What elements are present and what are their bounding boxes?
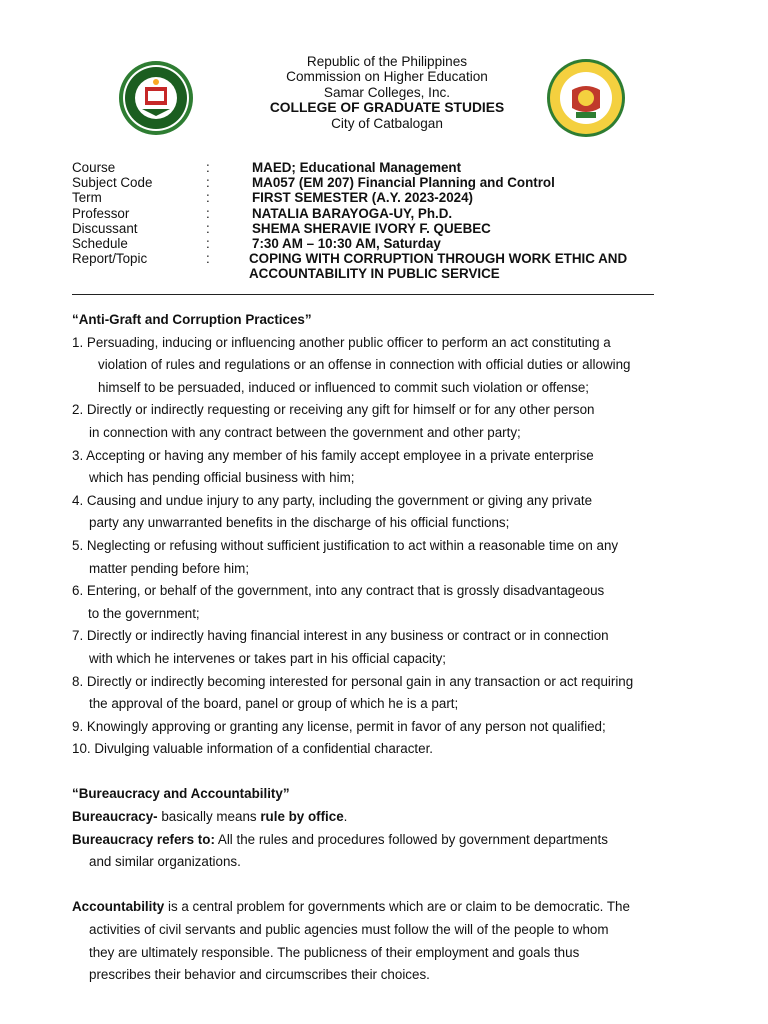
- info-colon: :: [206, 175, 210, 191]
- list-item-first-line: 10. Divulging valuable information of a confidential character.: [72, 741, 434, 757]
- term-accountability: Accountability: [72, 899, 165, 915]
- info-value: FIRST SEMESTER (A.Y. 2023-2024): [252, 190, 474, 206]
- list-item-first-line: 1. Persuading, inducing or influencing another public officer to perform an act constituting a: [72, 334, 611, 350]
- list-item: [72, 490, 712, 535]
- term-bureaucracy: Bureaucracy-: [72, 809, 158, 825]
- list-item: [72, 671, 712, 716]
- info-colon: :: [206, 160, 210, 175]
- info-value: MAED; Educational Management: [252, 160, 462, 175]
- info-label: Term: [72, 190, 102, 206]
- list-item-continuation: with which he intervenes or takes part in his official capacity;: [89, 650, 447, 666]
- topic-line-2: ACCOUNTABILITY IN PUBLIC SERVICE: [249, 266, 500, 282]
- info-colon: :: [206, 220, 210, 236]
- header-college-name: COLLEGE OF GRADUATE STUDIES: [269, 100, 505, 116]
- list-item-first-line: 2. Directly or indirectly requesting or receiving any gift for himself or for any other person: [72, 402, 595, 418]
- list-item-first-line: 8. Directly or indirectly becoming interested for personal gain in any transaction or act requiring: [72, 673, 634, 689]
- paragraph-line: activities of civil servants and public agencies must follow the will of the people to whom: [89, 922, 609, 938]
- list-item-continuation: himself to be persuaded, induced or influenced to commit such violation or offense;: [98, 379, 590, 395]
- list-item-first-line: 5. Neglecting or refusing without sufficient justification to act within a reasonable time on any: [72, 537, 619, 553]
- header-samar-colleges: Samar Colleges, Inc.: [323, 84, 451, 100]
- definition-period: .: [343, 809, 348, 825]
- list-item: [72, 445, 712, 490]
- info-colon: :: [206, 190, 210, 206]
- list-item-continuation: to the government;: [88, 605, 200, 621]
- accountability-paragraph: [72, 896, 712, 986]
- info-value: MA057 (EM 207) Financial Planning and Control: [252, 175, 555, 191]
- definition-text: basically means: [157, 809, 261, 825]
- term-bureaucracy-refers: Bureaucracy refers to:: [72, 831, 215, 847]
- info-label: Professor: [72, 205, 130, 221]
- section-title-bureaucracy: “Bureaucracy and Accountability”: [72, 786, 290, 802]
- list-item: [72, 332, 712, 400]
- info-label: Course: [72, 160, 116, 175]
- info-row-schedule: [72, 236, 682, 251]
- info-label: Discussant: [72, 220, 138, 236]
- paragraph-line: they are ultimately responsible. The publicness of their employment and goals thus: [89, 944, 580, 960]
- blank-line: [72, 874, 712, 897]
- info-label: Subject Code: [72, 175, 153, 191]
- divider-line: [72, 294, 654, 295]
- info-row-term: [72, 190, 682, 205]
- paragraph-text: is a central problem for governments which are or claim to be democratic. The: [164, 899, 630, 915]
- info-row-discussant: [72, 221, 682, 236]
- list-item-first-line: 4. Causing and undue injury to any party, including the government or giving any private: [72, 492, 593, 508]
- info-row-course: [72, 160, 682, 175]
- institution-header: [200, 54, 574, 131]
- list-item: [72, 399, 712, 444]
- list-item: [72, 535, 712, 580]
- info-label: Report/Topic: [72, 251, 148, 267]
- list-item-first-line: 3. Accepting or having any member of his family accept employee in a private enterprise: [72, 447, 594, 463]
- header-city: City of Catbalogan: [331, 115, 443, 131]
- list-item: [72, 716, 712, 739]
- definition-text: All the rules and procedures followed by government departments: [214, 831, 608, 847]
- topic-line-1: COPING WITH CORRUPTION THROUGH WORK ETHIC AND: [249, 251, 628, 267]
- list-item-continuation: in connection with any contract between the government and other party;: [89, 424, 521, 440]
- document-body: [72, 309, 712, 987]
- info-value: 7:30 AM – 10:30 AM, Saturday: [252, 236, 441, 252]
- samar-college-seal-logo: [118, 60, 194, 136]
- info-colon: :: [206, 251, 210, 267]
- list-item-continuation: the approval of the board, panel or group of which he is a part;: [89, 696, 459, 712]
- info-colon: :: [206, 236, 210, 252]
- info-label: Schedule: [72, 236, 128, 252]
- list-item: [72, 738, 712, 761]
- list-item-continuation: which has pending official business with him;: [89, 470, 355, 486]
- info-row-report-topic: [72, 251, 682, 281]
- header-republic: Republic of the Philippines: [306, 54, 468, 69]
- info-row-professor: [72, 206, 682, 221]
- bureaucracy-definition: [72, 806, 712, 829]
- paragraph-line: prescribes their behavior and circumscribes their choices.: [89, 967, 430, 983]
- section-title-anti-graft: “Anti-Graft and Corruption Practices”: [72, 312, 312, 327]
- list-item-first-line: 6. Entering, or behalf of the government, into any contract that is grossly disadvantageous: [72, 583, 605, 599]
- list-item-continuation: violation of rules and regulations or an offense in connection with official duties or allowing: [98, 357, 631, 373]
- list-item-continuation: party any unwarranted benefits in the discharge of his official functions;: [89, 515, 510, 531]
- info-value: SHEMA SHERAVIE IVORY F. QUEBEC: [252, 220, 491, 236]
- course-info-table: [72, 160, 682, 282]
- header-ched: Commission on Higher Education: [286, 69, 488, 85]
- list-item-first-line: 7. Directly or indirectly having financial interest in any business or contract or in connection: [72, 628, 609, 644]
- list-item: [72, 625, 712, 670]
- definition-continuation: and similar organizations.: [89, 854, 241, 870]
- info-value: NATALIA BARAYOGA-UY, Ph.D.: [252, 205, 453, 221]
- info-value: [249, 251, 679, 281]
- definition-emphasis: rule by office: [260, 809, 344, 825]
- info-row-subject-code: [72, 175, 682, 190]
- bureaucracy-refers-to: [72, 829, 712, 852]
- list-item: [72, 580, 712, 625]
- list-item-continuation: matter pending before him;: [89, 560, 250, 576]
- list-item-first-line: 9. Knowingly approving or granting any license, permit in favor of any person not qualified;: [72, 718, 606, 734]
- info-colon: :: [206, 205, 210, 221]
- blank-line: [72, 761, 712, 784]
